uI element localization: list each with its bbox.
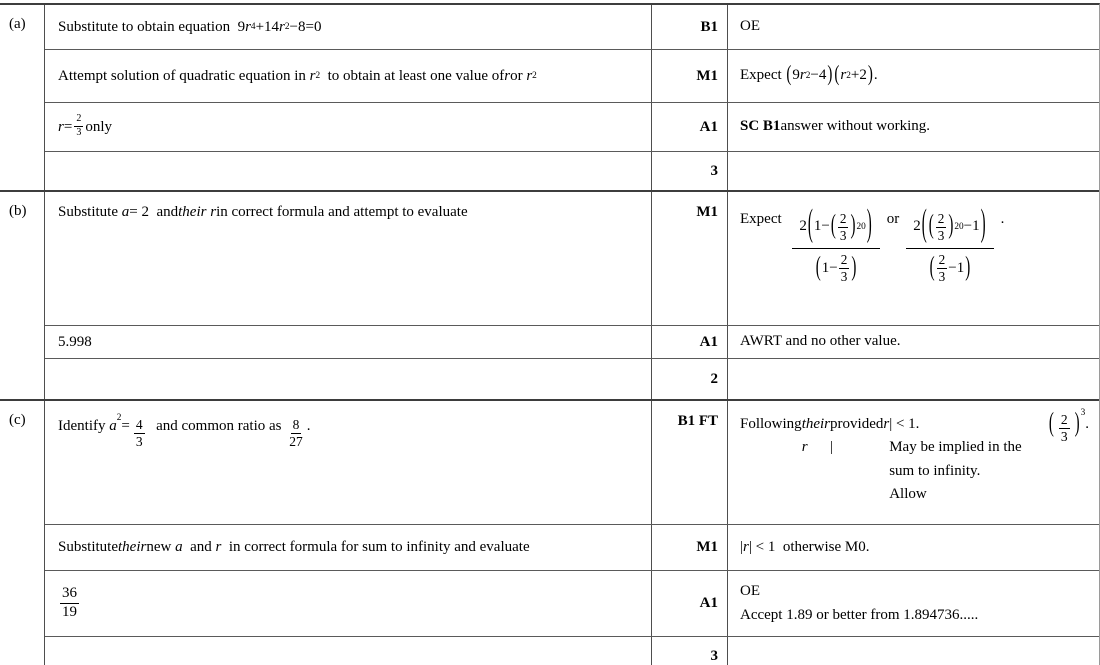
comment-cell: Following their r provided | r | < 1. May be implied in the sum to infinity. Allow ( 2 3 ) 3 . xyxy=(740,408,1089,502)
section-rows xyxy=(45,5,1099,190)
mark-cell: 2 xyxy=(652,359,728,399)
comment-cell: Expect 2 ( 1− ( 2 3 ) 20 ) ( 1− 2 3 ) or 2 ( ( 2 3 ) 20 −1 ) ( 2 3 −1 ) . xyxy=(740,205,1005,284)
comment-cell xyxy=(728,637,1099,665)
mark-cell: M1 xyxy=(652,50,728,102)
comment-cell: OE xyxy=(740,18,760,35)
comment-cell: Expect ( 9 r 2 −4 ) ( r 2 +2 ) . xyxy=(740,63,878,88)
working-cell: Substitute to obtain equation 9 r 4 +14 r 2 −8=0 xyxy=(45,5,652,49)
comment-cell xyxy=(728,152,1099,190)
working-cell xyxy=(45,152,652,190)
comment-cell: | r | < 1 otherwise M0. xyxy=(740,538,870,555)
mark-scheme-row xyxy=(45,5,1099,50)
mark-scheme-row xyxy=(45,103,1099,152)
comment-cell: OE Accept 1.89 or better from 1.894736..... xyxy=(740,583,979,623)
working-cell: r = 2 3 only xyxy=(45,103,652,151)
working-cell: Attempt solution of quadratic equation in r 2 to obtain at least one value of r or r 2 xyxy=(45,50,652,102)
mark-scheme-section xyxy=(0,401,1099,665)
mark-cell: B1 FT xyxy=(652,401,728,524)
mark-scheme-section xyxy=(0,192,1099,401)
mark-cell: A1 xyxy=(652,571,728,636)
mark-scheme-row xyxy=(45,326,1099,359)
part-label: (a) xyxy=(0,5,45,190)
mark-scheme-table xyxy=(0,3,1100,665)
mark-cell: A1 xyxy=(652,326,728,358)
mark-cell: A1 xyxy=(652,103,728,151)
working-cell xyxy=(45,359,652,399)
mark-cell: B1 xyxy=(652,5,728,49)
comment-cell: AWRT and no other value. xyxy=(740,333,901,350)
working-cell: 5.998 xyxy=(45,326,652,358)
mark-scheme-row xyxy=(45,192,1099,326)
mark-scheme-row xyxy=(45,50,1099,103)
section-rows xyxy=(45,401,1099,665)
section-rows xyxy=(45,192,1099,399)
mark-scheme-row xyxy=(45,525,1099,571)
mark-scheme-section xyxy=(0,5,1099,192)
part-label: (b) xyxy=(0,192,45,399)
mark-scheme-row xyxy=(45,571,1099,637)
mark-cell: 3 xyxy=(652,637,728,665)
part-label: (c) xyxy=(0,401,45,665)
mark-scheme-row xyxy=(45,359,1099,399)
working-cell: Substitute a = 2 and their r in correct formula and attempt to evaluate xyxy=(45,192,652,325)
mark-cell: M1 xyxy=(652,525,728,570)
mark-cell: 3 xyxy=(652,152,728,190)
working-cell xyxy=(45,637,652,665)
mark-cell: M1 xyxy=(652,192,728,325)
working-cell: 36 19 xyxy=(45,571,652,636)
comment-cell: SC B1 answer without working. xyxy=(740,118,930,135)
mark-scheme-row xyxy=(45,152,1099,190)
mark-scheme-row xyxy=(45,401,1099,525)
comment-cell xyxy=(728,359,1099,399)
working-cell: Substitute their new a and r in correct formula for sum to infinity and evaluate xyxy=(45,525,652,570)
working-cell: Identify a 2 = 4 3 and common ratio as 8 27 . xyxy=(45,401,652,524)
mark-scheme-row xyxy=(45,637,1099,665)
